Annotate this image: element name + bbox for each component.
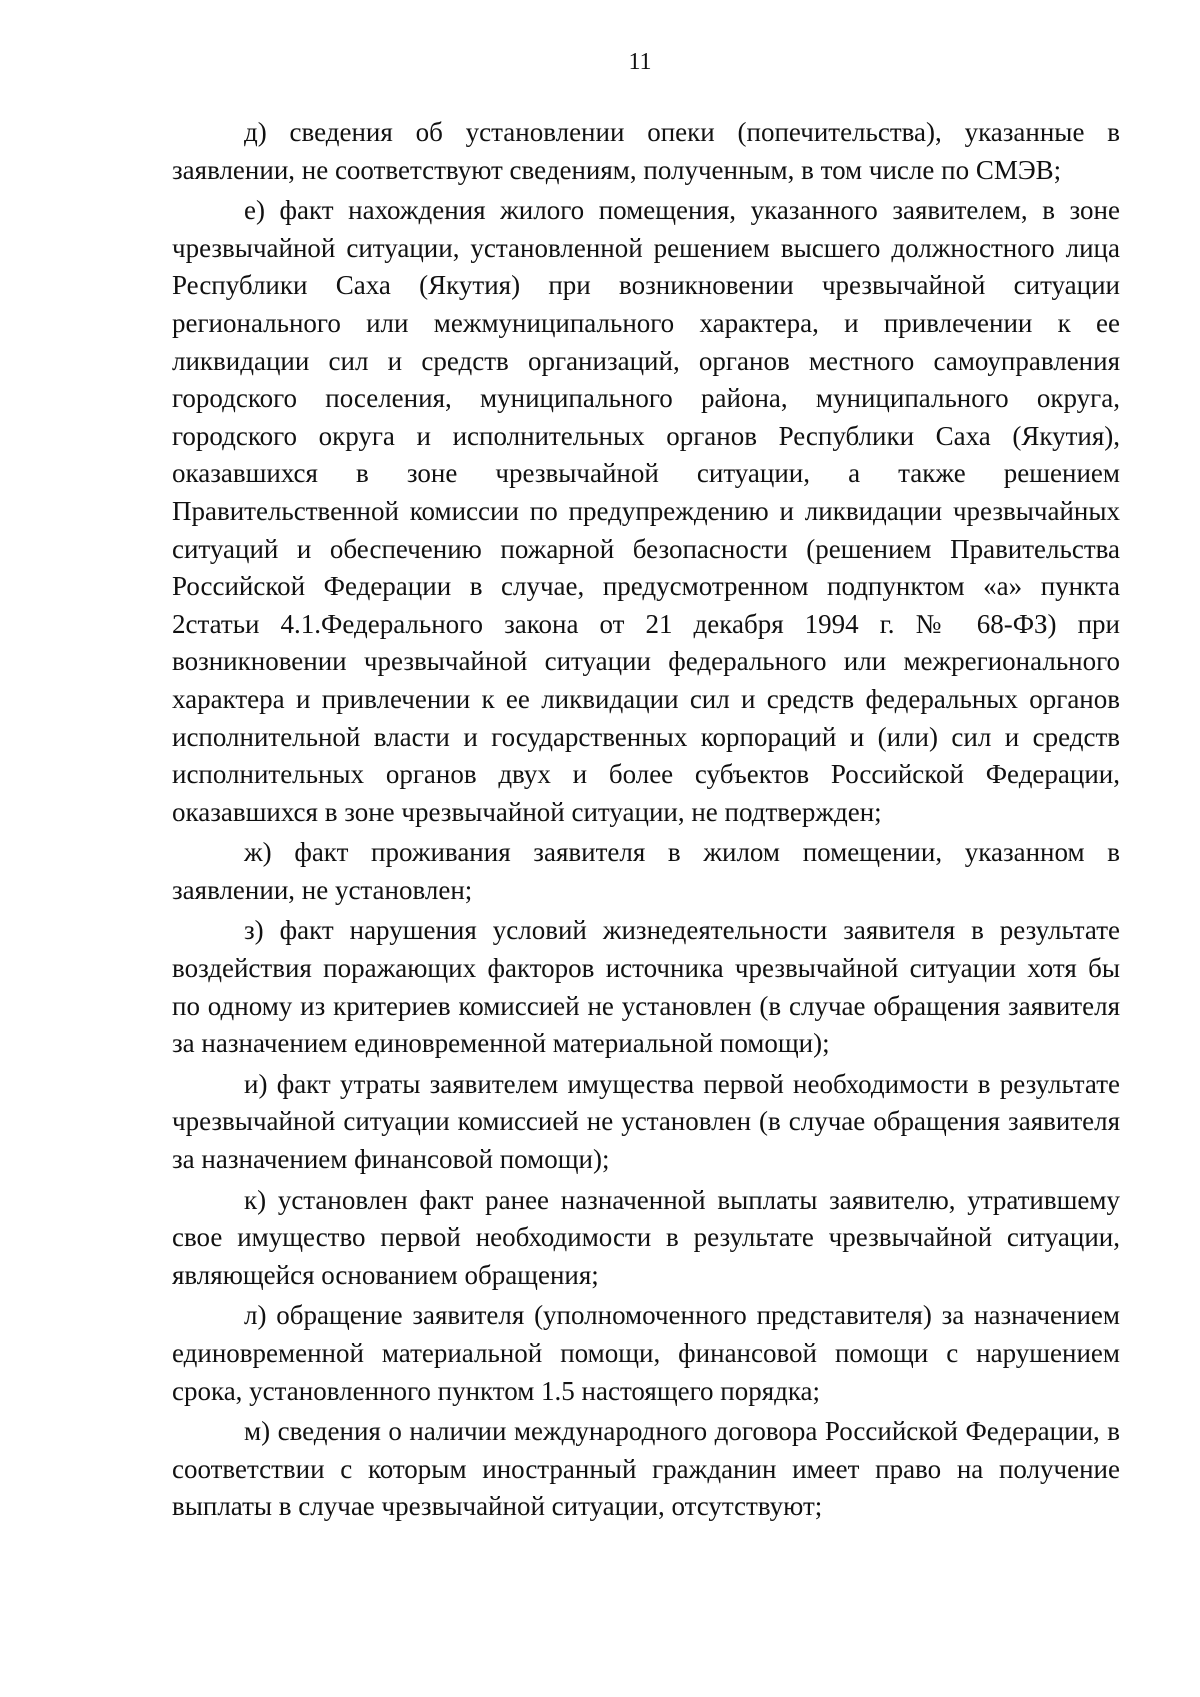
paragraph-k: к) установлен факт ранее назначенной выплаты заявителю, утратившему свое имущество первой необходимости в результате чрезвычайной ситуации, являющейся основанием обращения; — [172, 1184, 1120, 1290]
document-body — [172, 114, 1120, 1529]
paragraph-i: и) факт утраты заявителем имущества первой необходимости в результате чрезвычайной ситуации комиссией не установлен (в случае обращения заявителя за назначением финансовой помощи); — [172, 1068, 1120, 1175]
paragraph-zh: ж) факт проживания заявителя в жилом помещении, указанном в заявлении, не установлен; — [172, 837, 1120, 905]
paragraph-l: л) обращение заявителя (уполномоченного представителя) за назначением единовременной материальной помощи, финансовой помощи с нарушением срока, установленного пунктом 1.5 настоящего порядка; — [172, 1300, 1120, 1406]
paragraph-d: д) сведения об установлении опеки (попечительства), указанные в заявлении, не соответствуют сведениям, полученным, в том числе по СМЭВ; — [172, 117, 1120, 185]
paragraph-m: м) сведения о наличии международного договора Российской Федерации, в соответствии с которым иностранный гражданин имеет право на получение выплаты в случае чрезвычайной ситуации, отсутствуют; — [172, 1416, 1120, 1522]
paragraph-z: з) факт нарушения условий жизнедеятельности заявителя в результате воздействия поражающих факторов источника чрезвычайной ситуации хотя бы по одному из критериев комиссией не установлен (в случае обращения заявителя за назначением единовременной материальной помощи); — [172, 915, 1120, 1059]
paragraph-e: е) факт нахождения жилого помещения, указанного заявителем, в зоне чрезвычайной ситуации, установленной решением высшего должностного лица Республики Саха (Якутия) при возникновении чрезвычайной ситуации регионального или межмуниципального характера, и привлечении к ее ликвидации сил и средств организаций, органов местного самоуправления городского поселения, муниципального района, муниципального округа, городского округа и исполнительных органов Республики Саха (Якутия), оказавшихся в зоне чрезвычайной ситуации, а также решением Правительственной комиссии по предупреждению и ликвидации чрезвычайных ситуаций и обеспечению пожарной безопасности (решением Правительства Российской Федерации в случае, предусмотренном подпунктом «а» пункта 2статьи 4.1.Федерального закона от 21 декабря 1994 г. № 68-ФЗ) при возникновении чрезвычайной ситуации федерального или межрегионального характера и привлечении к ее ликвидации сил и средств федеральных органов исполнительной власти и государственных корпораций и (или) сил и средств исполнительных органов двух и более субъектов Российской Федерации, оказавшихся в зоне чрезвычайной ситуации, не подтвержден; — [172, 195, 1120, 827]
page-number: 11 — [628, 49, 652, 75]
